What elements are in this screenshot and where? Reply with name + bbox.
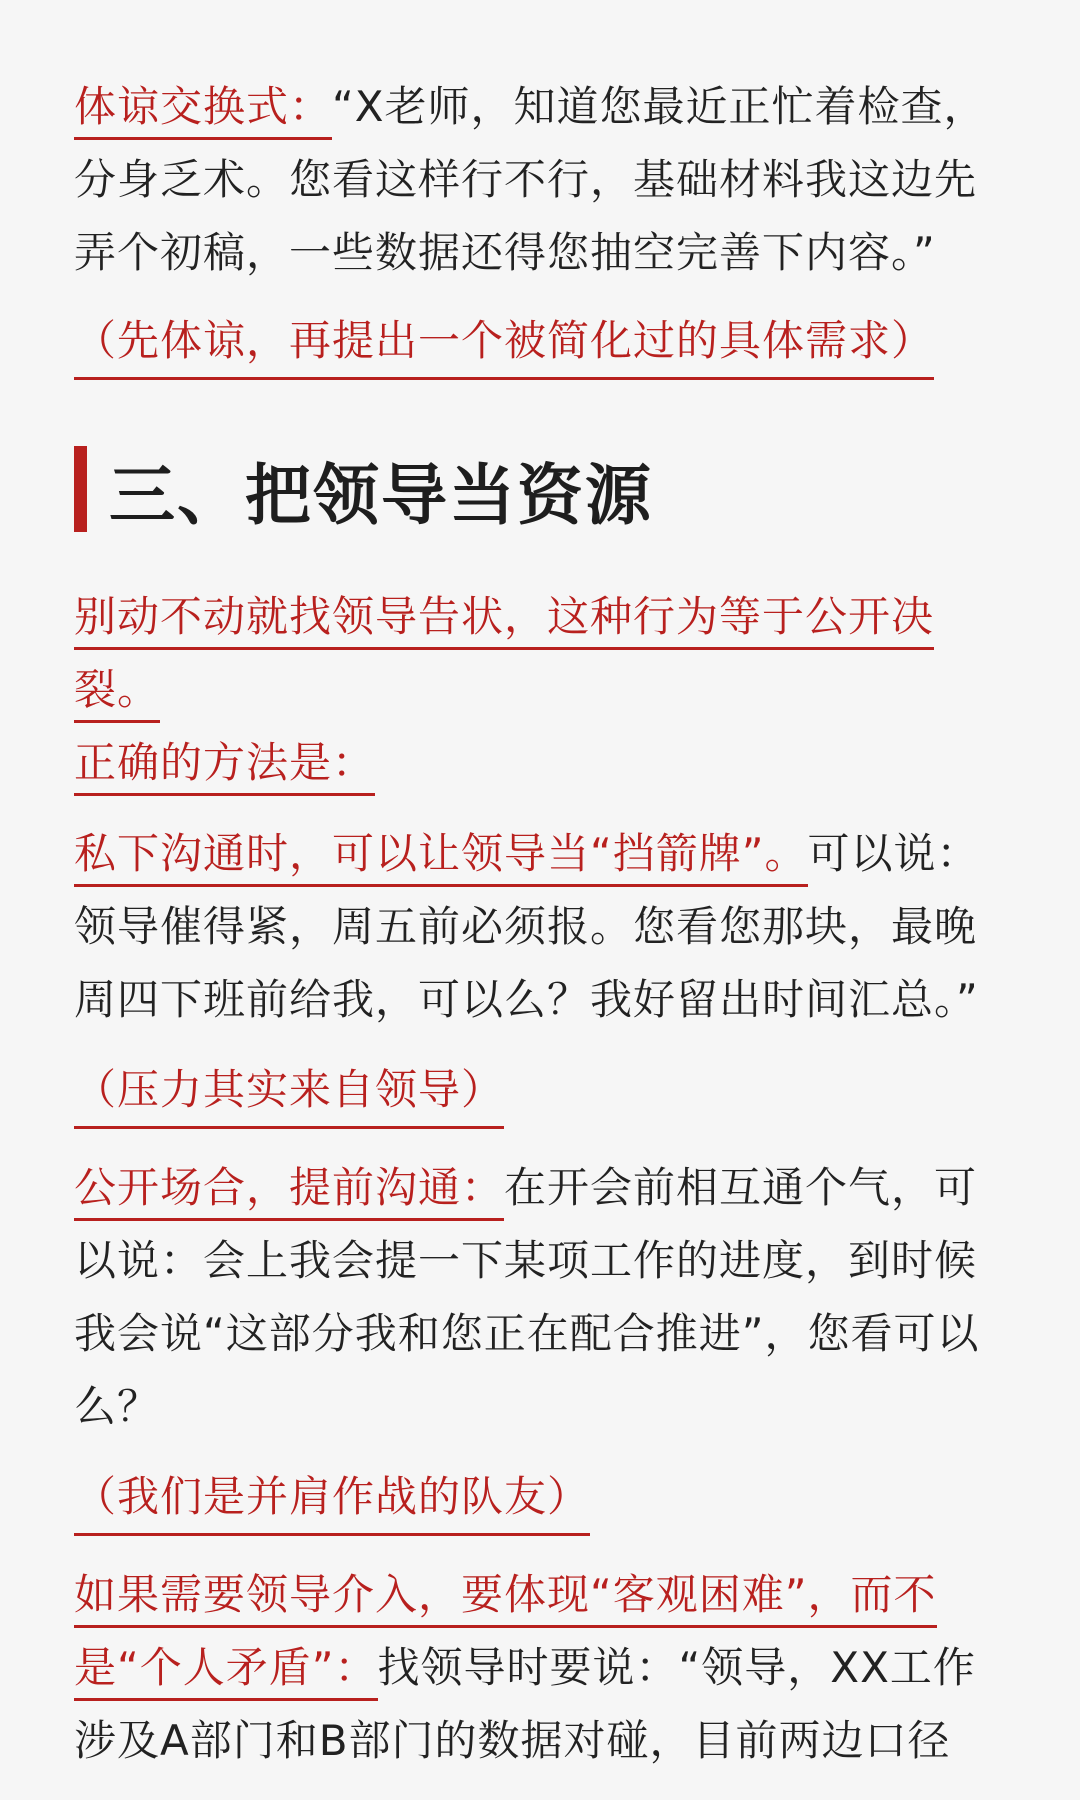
paragraph-tip-intervention — [74, 1558, 1004, 1777]
highlight-label-intervention: 如果需要领导介入，要体现“客观困难”，而不是“个人矛盾”： — [74, 1570, 937, 1701]
paragraph-body-private: 可以说：领导催得紧，周五前必须报。您看您那块，最晚周四下班前给我，可以么？我好留出时间汇总。” — [74, 829, 980, 1024]
intro-line-1: 别动不动就找领导告状，这种行为等于公开决裂。 — [74, 592, 934, 723]
highlight-label-public: 公开场合，提前沟通： — [74, 1163, 504, 1221]
note-pressure: （压力其实来自领导） — [74, 1060, 504, 1129]
section-heading — [74, 444, 1004, 534]
paragraph-empathy-exchange — [74, 70, 1004, 289]
paragraph-tip-private — [74, 817, 1004, 1036]
highlight-label-private: 私下沟通时，可以让领导当“挡箭牌”。 — [74, 829, 808, 887]
paragraph-body-public: 在开会前相互通个气，可以说：会上我会提一下某项工作的进度，到时候我会说“这部分我和您正在配合推进”，您看可以么？ — [74, 1163, 980, 1431]
note-teammates: （我们是并肩作战的队友） — [74, 1467, 590, 1536]
heading-accent-bar — [74, 446, 87, 532]
note-wrap-teammates — [74, 1467, 1004, 1536]
note-empathy: （先体谅，再提出一个被简化过的具体需求） — [74, 311, 934, 380]
intro-line-2: 正确的方法是： — [74, 738, 375, 796]
section-title: 三、把领导当资源 — [109, 456, 653, 534]
paragraph-body-intervention: 找领导时要说：“领导，XX工作涉及A部门和B部门的数据对碰，目前两边口径 — [74, 1643, 976, 1765]
paragraph-body-empathy: “X老师，知道您最近正忙着检查，分身乏术。您看这样行不行，基础材料我这边先弄个初稿，一些数据还得您抽空完善下内容。” — [74, 82, 987, 277]
note-wrap-pressure — [74, 1060, 1004, 1129]
paragraph-tip-public — [74, 1151, 1004, 1443]
highlight-label-empathy: 体谅交换式： — [74, 82, 332, 140]
paragraph-intro — [74, 580, 1004, 799]
note-wrap-empathy — [74, 311, 1004, 380]
